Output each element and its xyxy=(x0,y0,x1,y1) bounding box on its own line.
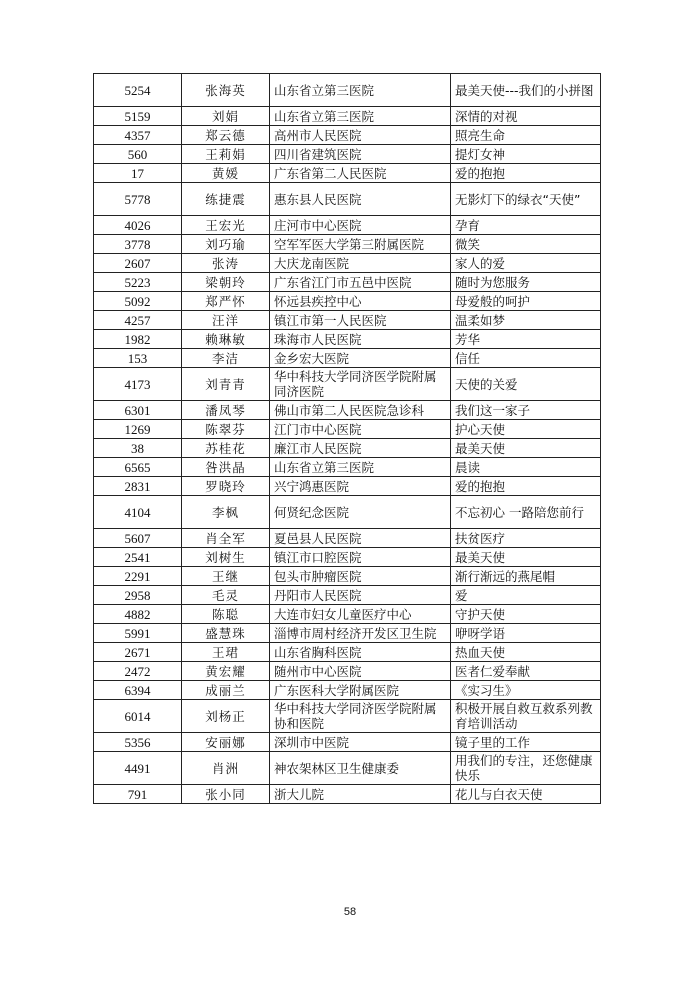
institution-cell: 镇江市第一人民医院 xyxy=(270,311,451,330)
work-title-cell: 提灯女神 xyxy=(451,145,601,164)
work-title-cell: 守护天使 xyxy=(451,605,601,624)
author-name-cell: 成丽兰 xyxy=(182,681,270,700)
entry-number-cell: 5356 xyxy=(94,733,182,752)
institution-cell: 高州市人民医院 xyxy=(270,126,451,145)
institution-cell: 浙大儿院 xyxy=(270,785,451,804)
institution-cell: 大庆龙南医院 xyxy=(270,254,451,273)
table-row xyxy=(94,662,601,681)
work-title-cell: 温柔如梦 xyxy=(451,311,601,330)
institution-cell: 广东医科大学附属医院 xyxy=(270,681,451,700)
work-title-cell: 信任 xyxy=(451,349,601,368)
entry-number-cell: 2291 xyxy=(94,567,182,586)
institution-cell: 广东省江门市五邑中医院 xyxy=(270,273,451,292)
work-title-cell: 咿呀学语 xyxy=(451,624,601,643)
institution-cell: 空军军医大学第三附属医院 xyxy=(270,235,451,254)
table-row xyxy=(94,420,601,439)
work-title-cell: 照亮生命 xyxy=(451,126,601,145)
work-title-cell: 最美天使 xyxy=(451,439,601,458)
author-name-cell: 王继 xyxy=(182,567,270,586)
table-row xyxy=(94,496,601,529)
author-name-cell: 肖洲 xyxy=(182,752,270,785)
institution-cell: 佛山市第二人民医院急诊科 xyxy=(270,401,451,420)
entry-number-cell: 791 xyxy=(94,785,182,804)
author-name-cell: 刘青青 xyxy=(182,368,270,401)
institution-cell: 庄河市中心医院 xyxy=(270,216,451,235)
table-row xyxy=(94,567,601,586)
table-row xyxy=(94,216,601,235)
author-name-cell: 李枫 xyxy=(182,496,270,529)
entry-number-cell: 5254 xyxy=(94,74,182,107)
institution-cell: 怀远县疾控中心 xyxy=(270,292,451,311)
entry-number-cell: 6014 xyxy=(94,700,182,733)
author-name-cell: 盛慧珠 xyxy=(182,624,270,643)
author-name-cell: 安丽娜 xyxy=(182,733,270,752)
table-row xyxy=(94,254,601,273)
author-name-cell: 梁朝玲 xyxy=(182,273,270,292)
author-name-cell: 陈聪 xyxy=(182,605,270,624)
institution-cell: 淄博市周村经济开发区卫生院 xyxy=(270,624,451,643)
table-row xyxy=(94,349,601,368)
work-title-cell: 镜子里的工作 xyxy=(451,733,601,752)
table-row xyxy=(94,439,601,458)
work-title-cell: 爱 xyxy=(451,586,601,605)
table-row xyxy=(94,548,601,567)
work-title-cell: 晨读 xyxy=(451,458,601,477)
institution-cell: 江门市中心医院 xyxy=(270,420,451,439)
entry-number-cell: 6565 xyxy=(94,458,182,477)
table-row xyxy=(94,368,601,401)
author-name-cell: 郑严怀 xyxy=(182,292,270,311)
entry-number-cell: 5159 xyxy=(94,107,182,126)
institution-cell: 华中科技大学同济医学院附属同济医院 xyxy=(270,368,451,401)
author-name-cell: 陈翠芬 xyxy=(182,420,270,439)
author-name-cell: 潘凤琴 xyxy=(182,401,270,420)
author-name-cell: 肖全军 xyxy=(182,529,270,548)
institution-cell: 珠海市人民医院 xyxy=(270,330,451,349)
entry-number-cell: 153 xyxy=(94,349,182,368)
work-title-cell: 花儿与白衣天使 xyxy=(451,785,601,804)
author-name-cell: 张涛 xyxy=(182,254,270,273)
institution-cell: 夏邑县人民医院 xyxy=(270,529,451,548)
table-row xyxy=(94,164,601,183)
table-row xyxy=(94,458,601,477)
work-title-cell: 深情的对视 xyxy=(451,107,601,126)
institution-cell: 何贤纪念医院 xyxy=(270,496,451,529)
institution-cell: 神农架林区卫生健康委 xyxy=(270,752,451,785)
entry-number-cell: 4026 xyxy=(94,216,182,235)
table-row xyxy=(94,401,601,420)
entry-number-cell: 5778 xyxy=(94,183,182,216)
work-title-cell: 芳华 xyxy=(451,330,601,349)
entry-number-cell: 1982 xyxy=(94,330,182,349)
institution-cell: 惠东县人民医院 xyxy=(270,183,451,216)
table-row xyxy=(94,529,601,548)
entry-number-cell: 38 xyxy=(94,439,182,458)
author-name-cell: 李洁 xyxy=(182,349,270,368)
entry-number-cell: 5092 xyxy=(94,292,182,311)
institution-cell: 四川省建筑医院 xyxy=(270,145,451,164)
entry-number-cell: 4357 xyxy=(94,126,182,145)
table-row xyxy=(94,145,601,164)
table-row xyxy=(94,107,601,126)
table-row xyxy=(94,586,601,605)
work-title-cell: 扶贫医疗 xyxy=(451,529,601,548)
entry-number-cell: 6301 xyxy=(94,401,182,420)
author-name-cell: 王莉娟 xyxy=(182,145,270,164)
work-title-cell: 爱的抱抱 xyxy=(451,164,601,183)
table-row xyxy=(94,752,601,785)
table-row xyxy=(94,681,601,700)
work-title-cell: 天使的关爱 xyxy=(451,368,601,401)
work-title-cell: 护心天使 xyxy=(451,420,601,439)
work-title-cell: 最美天使 xyxy=(451,548,601,567)
table-row xyxy=(94,605,601,624)
table-row xyxy=(94,292,601,311)
entry-number-cell: 5223 xyxy=(94,273,182,292)
author-name-cell: 毛灵 xyxy=(182,586,270,605)
work-title-cell: 家人的爱 xyxy=(451,254,601,273)
author-name-cell: 刘杨正 xyxy=(182,700,270,733)
institution-cell: 山东省立第三医院 xyxy=(270,458,451,477)
institution-cell: 兴宁鸿惠医院 xyxy=(270,477,451,496)
work-title-cell: 孕育 xyxy=(451,216,601,235)
winners-table xyxy=(93,73,601,804)
author-name-cell: 黄媛 xyxy=(182,164,270,183)
author-name-cell: 苏桂花 xyxy=(182,439,270,458)
entry-number-cell: 5607 xyxy=(94,529,182,548)
work-title-cell: 爱的抱抱 xyxy=(451,477,601,496)
entry-number-cell: 2607 xyxy=(94,254,182,273)
entry-number-cell: 4882 xyxy=(94,605,182,624)
author-name-cell: 练捷震 xyxy=(182,183,270,216)
work-title-cell: 热血天使 xyxy=(451,643,601,662)
institution-cell: 丹阳市人民医院 xyxy=(270,586,451,605)
entry-number-cell: 560 xyxy=(94,145,182,164)
entry-number-cell: 2958 xyxy=(94,586,182,605)
institution-cell: 廉江市人民医院 xyxy=(270,439,451,458)
entry-number-cell: 2831 xyxy=(94,477,182,496)
work-title-cell: 用我们的专注，还您健康快乐 xyxy=(451,752,601,785)
author-name-cell: 郑云德 xyxy=(182,126,270,145)
table-row xyxy=(94,235,601,254)
author-name-cell: 刘树生 xyxy=(182,548,270,567)
table-row xyxy=(94,643,601,662)
work-title-cell: 随时为您服务 xyxy=(451,273,601,292)
author-name-cell: 张小同 xyxy=(182,785,270,804)
institution-cell: 广东省第二人民医院 xyxy=(270,164,451,183)
work-title-cell: 微笑 xyxy=(451,235,601,254)
institution-cell: 大连市妇女儿童医疗中心 xyxy=(270,605,451,624)
entry-number-cell: 6394 xyxy=(94,681,182,700)
work-title-cell: 我们这一家子 xyxy=(451,401,601,420)
table-row xyxy=(94,330,601,349)
institution-cell: 山东省立第三医院 xyxy=(270,74,451,107)
table-row xyxy=(94,311,601,330)
entry-number-cell: 4173 xyxy=(94,368,182,401)
institution-cell: 随州市中心医院 xyxy=(270,662,451,681)
author-name-cell: 张海英 xyxy=(182,74,270,107)
author-name-cell: 汪洋 xyxy=(182,311,270,330)
author-name-cell: 王宏光 xyxy=(182,216,270,235)
entry-number-cell: 3778 xyxy=(94,235,182,254)
table-row xyxy=(94,74,601,107)
table-row xyxy=(94,733,601,752)
author-name-cell: 刘巧瑜 xyxy=(182,235,270,254)
institution-cell: 山东省立第三医院 xyxy=(270,107,451,126)
entry-number-cell: 1269 xyxy=(94,420,182,439)
entry-number-cell: 4104 xyxy=(94,496,182,529)
table-row xyxy=(94,273,601,292)
table-row xyxy=(94,785,601,804)
work-title-cell: 渐行渐远的燕尾帽 xyxy=(451,567,601,586)
entry-number-cell: 2541 xyxy=(94,548,182,567)
institution-cell: 深圳市中医院 xyxy=(270,733,451,752)
work-title-cell: 积极开展自救互救系列教育培训活动 xyxy=(451,700,601,733)
entry-number-cell: 4491 xyxy=(94,752,182,785)
institution-cell: 金乡宏大医院 xyxy=(270,349,451,368)
table-row xyxy=(94,477,601,496)
work-title-cell: 医者仁爱奉献 xyxy=(451,662,601,681)
work-title-cell: 最美天使---我们的小拼图 xyxy=(451,74,601,107)
table-row xyxy=(94,126,601,145)
work-title-cell: 母爱般的呵护 xyxy=(451,292,601,311)
work-title-cell: 不忘初心 一路陪您前行 xyxy=(451,496,601,529)
page-number: 58 xyxy=(343,906,357,918)
table-row xyxy=(94,700,601,733)
author-name-cell: 黄宏耀 xyxy=(182,662,270,681)
entry-number-cell: 17 xyxy=(94,164,182,183)
author-name-cell: 刘娟 xyxy=(182,107,270,126)
author-name-cell: 罗晓玲 xyxy=(182,477,270,496)
work-title-cell: 无影灯下的绿衣“天使” xyxy=(451,183,601,216)
author-name-cell: 赖琳敏 xyxy=(182,330,270,349)
entry-number-cell: 2472 xyxy=(94,662,182,681)
entry-number-cell: 5991 xyxy=(94,624,182,643)
table-row xyxy=(94,624,601,643)
institution-cell: 华中科技大学同济医学院附属协和医院 xyxy=(270,700,451,733)
entry-number-cell: 4257 xyxy=(94,311,182,330)
entry-number-cell: 2671 xyxy=(94,643,182,662)
institution-cell: 山东省胸科医院 xyxy=(270,643,451,662)
institution-cell: 包头市肿瘤医院 xyxy=(270,567,451,586)
institution-cell: 镇江市口腔医院 xyxy=(270,548,451,567)
author-name-cell: 王珺 xyxy=(182,643,270,662)
author-name-cell: 咎洪晶 xyxy=(182,458,270,477)
table-row xyxy=(94,183,601,216)
winners-table-body xyxy=(94,74,601,804)
work-title-cell: 《实习生》 xyxy=(451,681,601,700)
